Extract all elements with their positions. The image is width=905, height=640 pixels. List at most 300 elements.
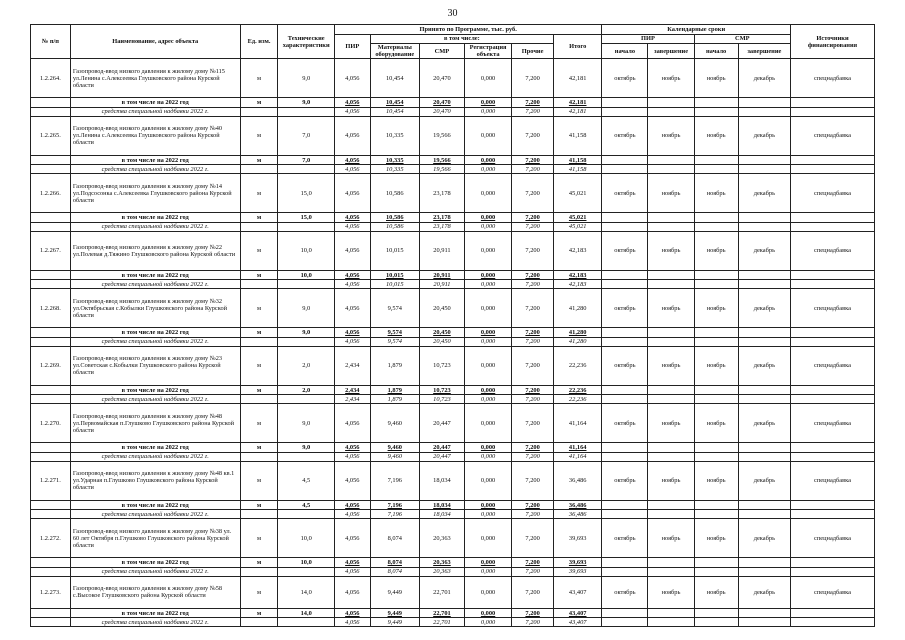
unit-cell: м bbox=[240, 328, 278, 338]
unit-cell: м bbox=[240, 404, 278, 443]
object-name: Газопровод-ввод низкого давления к жилому дому №48 кв.1 ул.Ударная п.Глушково Глушковского района Курской области bbox=[70, 461, 240, 500]
pir-cell: 4,056 bbox=[335, 404, 371, 443]
other-cell: 7,200 bbox=[512, 346, 554, 385]
empty-cell bbox=[791, 270, 875, 280]
empty-cell bbox=[602, 500, 648, 510]
materials-cell: 10,586 bbox=[370, 222, 419, 231]
smr-cell: 19,566 bbox=[419, 116, 464, 155]
source-cell: спецнадбавка bbox=[791, 231, 875, 270]
unit-cell: м bbox=[240, 576, 278, 608]
pir-start-cell: октябрь bbox=[602, 461, 648, 500]
source-cell: спецнадбавка bbox=[791, 519, 875, 558]
tech-cell: 10,0 bbox=[278, 519, 335, 558]
unit-cell: м bbox=[240, 443, 278, 453]
empty-cell bbox=[602, 618, 648, 627]
smr-cell: 20,470 bbox=[419, 107, 464, 116]
table-body bbox=[31, 59, 875, 627]
pir-start-cell: октябрь bbox=[602, 174, 648, 213]
pir-start-cell: октябрь bbox=[602, 346, 648, 385]
pir-cell: 4,056 bbox=[335, 289, 371, 328]
materials-cell: 10,015 bbox=[370, 270, 419, 280]
pir-end-cell: ноябрь bbox=[648, 174, 694, 213]
smr-cell: 20,911 bbox=[419, 270, 464, 280]
total-cell: 41,280 bbox=[554, 328, 602, 338]
empty-cell bbox=[602, 558, 648, 568]
empty-cell bbox=[694, 222, 738, 231]
total-cell: 43,407 bbox=[554, 618, 602, 627]
unit-cell: м bbox=[240, 155, 278, 165]
total-cell: 41,164 bbox=[554, 452, 602, 461]
empty-cell bbox=[791, 98, 875, 108]
empty-cell bbox=[738, 618, 790, 627]
empty-cell bbox=[602, 270, 648, 280]
table-row bbox=[31, 289, 875, 328]
table-row bbox=[31, 346, 875, 385]
fund-row bbox=[31, 395, 875, 404]
table-row bbox=[31, 461, 875, 500]
fund-label: средства специальной надбавки 2022 г. bbox=[70, 165, 240, 174]
subtotal-label: в том числе на 2022 год bbox=[70, 213, 240, 223]
other-cell: 7,200 bbox=[512, 107, 554, 116]
registration-cell: 0,000 bbox=[464, 510, 511, 519]
row-number: 1.2.267. bbox=[31, 231, 71, 270]
empty-cell bbox=[791, 337, 875, 346]
empty-cell bbox=[602, 443, 648, 453]
empty-cell bbox=[278, 280, 335, 289]
empty-cell bbox=[602, 222, 648, 231]
pir-cell: 2,434 bbox=[335, 346, 371, 385]
smr-cell: 20,447 bbox=[419, 443, 464, 453]
total-cell: 41,280 bbox=[554, 289, 602, 328]
smr-cell: 20,450 bbox=[419, 337, 464, 346]
smr-cell: 22,701 bbox=[419, 608, 464, 618]
smr-cell: 10,723 bbox=[419, 346, 464, 385]
empty-cell bbox=[648, 500, 694, 510]
total-cell: 22,236 bbox=[554, 385, 602, 395]
smr-end-cell: декабрь bbox=[738, 576, 790, 608]
empty-cell bbox=[694, 165, 738, 174]
empty-cell bbox=[602, 155, 648, 165]
fund-label: средства специальной надбавки 2022 г. bbox=[70, 395, 240, 404]
table-row bbox=[31, 116, 875, 155]
pir-end-cell: ноябрь bbox=[648, 404, 694, 443]
empty-cell bbox=[694, 443, 738, 453]
other-cell: 7,200 bbox=[512, 558, 554, 568]
table-row bbox=[31, 576, 875, 608]
registration-cell: 0,000 bbox=[464, 404, 511, 443]
tech-cell: 9,0 bbox=[278, 59, 335, 98]
empty-cell bbox=[738, 608, 790, 618]
object-name: Газопровод-ввод низкого давления к жилому дому №32 ул.Октябрьская с.Кобылки Глушковского района Курской области bbox=[70, 289, 240, 328]
pir-cell: 4,056 bbox=[335, 576, 371, 608]
empty-cell bbox=[602, 452, 648, 461]
other-cell: 7,200 bbox=[512, 443, 554, 453]
pir-start-cell: октябрь bbox=[602, 231, 648, 270]
subtotal-label: в том числе на 2022 год bbox=[70, 608, 240, 618]
empty-cell bbox=[278, 222, 335, 231]
other-cell: 7,200 bbox=[512, 510, 554, 519]
pir-cell: 4,056 bbox=[335, 107, 371, 116]
registration-cell: 0,000 bbox=[464, 567, 511, 576]
empty-cell bbox=[602, 395, 648, 404]
empty-cell bbox=[791, 213, 875, 223]
empty-cell bbox=[278, 165, 335, 174]
empty-cell bbox=[738, 155, 790, 165]
registration-cell: 0,000 bbox=[464, 116, 511, 155]
pir-start-cell: октябрь bbox=[602, 59, 648, 98]
empty-cell bbox=[694, 155, 738, 165]
total-cell: 45,021 bbox=[554, 213, 602, 223]
materials-cell: 10,335 bbox=[370, 165, 419, 174]
empty-cell bbox=[648, 558, 694, 568]
total-cell: 43,407 bbox=[554, 608, 602, 618]
registration-cell: 0,000 bbox=[464, 107, 511, 116]
other-cell: 7,200 bbox=[512, 328, 554, 338]
empty-cell bbox=[694, 558, 738, 568]
other-cell: 7,200 bbox=[512, 155, 554, 165]
smr-start-cell: ноябрь bbox=[694, 346, 738, 385]
empty-cell bbox=[648, 107, 694, 116]
registration-cell: 0,000 bbox=[464, 346, 511, 385]
pir-cell: 4,056 bbox=[335, 452, 371, 461]
empty-cell bbox=[694, 500, 738, 510]
empty-cell bbox=[738, 395, 790, 404]
empty-cell bbox=[791, 107, 875, 116]
registration-cell: 0,000 bbox=[464, 608, 511, 618]
header-num: № п/п bbox=[31, 25, 71, 59]
smr-cell: 20,447 bbox=[419, 404, 464, 443]
empty-cell bbox=[602, 213, 648, 223]
smr-cell: 23,178 bbox=[419, 213, 464, 223]
empty-cell bbox=[791, 222, 875, 231]
pir-cell: 4,056 bbox=[335, 174, 371, 213]
empty-cell bbox=[240, 165, 278, 174]
pir-cell: 4,056 bbox=[335, 510, 371, 519]
empty-cell bbox=[31, 500, 71, 510]
empty-cell bbox=[694, 395, 738, 404]
materials-cell: 9,449 bbox=[370, 618, 419, 627]
empty-cell bbox=[602, 107, 648, 116]
registration-cell: 0,000 bbox=[464, 618, 511, 627]
source-cell: спецнадбавка bbox=[791, 174, 875, 213]
empty-cell bbox=[240, 337, 278, 346]
smr-cell: 22,701 bbox=[419, 618, 464, 627]
empty-cell bbox=[791, 510, 875, 519]
registration-cell: 0,000 bbox=[464, 395, 511, 404]
unit-cell: м bbox=[240, 346, 278, 385]
smr-cell: 20,447 bbox=[419, 452, 464, 461]
empty-cell bbox=[648, 510, 694, 519]
total-cell: 36,486 bbox=[554, 500, 602, 510]
empty-cell bbox=[791, 328, 875, 338]
smr-cell: 23,178 bbox=[419, 222, 464, 231]
subtotal-label: в том числе на 2022 год bbox=[70, 385, 240, 395]
total-cell: 45,021 bbox=[554, 174, 602, 213]
source-cell: спецнадбавка bbox=[791, 346, 875, 385]
empty-cell bbox=[738, 337, 790, 346]
source-cell: спецнадбавка bbox=[791, 116, 875, 155]
fund-row bbox=[31, 510, 875, 519]
empty-cell bbox=[602, 165, 648, 174]
total-cell: 41,164 bbox=[554, 443, 602, 453]
smr-cell: 20,363 bbox=[419, 519, 464, 558]
materials-cell: 9,460 bbox=[370, 452, 419, 461]
total-cell: 42,181 bbox=[554, 107, 602, 116]
header-smr-end: завершение bbox=[738, 44, 790, 59]
unit-cell: м bbox=[240, 289, 278, 328]
empty-cell bbox=[694, 618, 738, 627]
header-cal-pir: ПИР bbox=[602, 35, 694, 44]
table-row bbox=[31, 59, 875, 98]
empty-cell bbox=[31, 443, 71, 453]
materials-cell: 10,015 bbox=[370, 280, 419, 289]
pir-start-cell: октябрь bbox=[602, 404, 648, 443]
total-cell: 42,181 bbox=[554, 98, 602, 108]
materials-cell: 9,574 bbox=[370, 328, 419, 338]
pir-cell: 4,056 bbox=[335, 280, 371, 289]
other-cell: 7,200 bbox=[512, 213, 554, 223]
header-source: Источники финансирования bbox=[791, 25, 875, 59]
fund-label: средства специальной надбавки 2022 г. bbox=[70, 618, 240, 627]
empty-cell bbox=[31, 155, 71, 165]
empty-cell bbox=[31, 328, 71, 338]
object-name: Газопровод-ввод низкого давления к жилому дому №58 с.Высокое Глушковского района Курской области bbox=[70, 576, 240, 608]
header-tech: Технические характеристики bbox=[278, 25, 335, 59]
row-number: 1.2.272. bbox=[31, 519, 71, 558]
registration-cell: 0,000 bbox=[464, 452, 511, 461]
empty-cell bbox=[278, 337, 335, 346]
fund-row bbox=[31, 567, 875, 576]
registration-cell: 0,000 bbox=[464, 558, 511, 568]
registration-cell: 0,000 bbox=[464, 213, 511, 223]
source-cell: спецнадбавка bbox=[791, 461, 875, 500]
pir-end-cell: ноябрь bbox=[648, 231, 694, 270]
empty-cell bbox=[648, 443, 694, 453]
smr-cell: 20,470 bbox=[419, 98, 464, 108]
empty-cell bbox=[278, 395, 335, 404]
materials-cell: 1,879 bbox=[370, 346, 419, 385]
subtotal-row bbox=[31, 558, 875, 568]
empty-cell bbox=[738, 385, 790, 395]
row-number: 1.2.266. bbox=[31, 174, 71, 213]
tech-cell: 9,0 bbox=[278, 328, 335, 338]
empty-cell bbox=[738, 328, 790, 338]
pir-cell: 4,056 bbox=[335, 461, 371, 500]
empty-cell bbox=[31, 222, 71, 231]
fund-label: средства специальной надбавки 2022 г. bbox=[70, 107, 240, 116]
table-row bbox=[31, 404, 875, 443]
pir-end-cell: ноябрь bbox=[648, 116, 694, 155]
empty-cell bbox=[648, 618, 694, 627]
tech-cell: 9,0 bbox=[278, 443, 335, 453]
pir-cell: 4,056 bbox=[335, 608, 371, 618]
empty-cell bbox=[240, 618, 278, 627]
registration-cell: 0,000 bbox=[464, 337, 511, 346]
empty-cell bbox=[791, 608, 875, 618]
empty-cell bbox=[602, 280, 648, 289]
unit-cell: м bbox=[240, 519, 278, 558]
pir-cell: 4,056 bbox=[335, 567, 371, 576]
smr-cell: 20,470 bbox=[419, 59, 464, 98]
materials-cell: 9,460 bbox=[370, 443, 419, 453]
smr-cell: 22,701 bbox=[419, 576, 464, 608]
empty-cell bbox=[694, 270, 738, 280]
fund-label: средства специальной надбавки 2022 г. bbox=[70, 452, 240, 461]
fund-label: средства специальной надбавки 2022 г. bbox=[70, 222, 240, 231]
empty-cell bbox=[648, 385, 694, 395]
pir-cell: 4,056 bbox=[335, 558, 371, 568]
pir-cell: 4,056 bbox=[335, 500, 371, 510]
subtotal-label: в том числе на 2022 год bbox=[70, 443, 240, 453]
empty-cell bbox=[31, 567, 71, 576]
pir-start-cell: октябрь bbox=[602, 116, 648, 155]
empty-cell bbox=[31, 618, 71, 627]
row-number: 1.2.270. bbox=[31, 404, 71, 443]
unit-cell: м bbox=[240, 59, 278, 98]
empty-cell bbox=[31, 395, 71, 404]
other-cell: 7,200 bbox=[512, 289, 554, 328]
registration-cell: 0,000 bbox=[464, 576, 511, 608]
total-cell: 39,693 bbox=[554, 558, 602, 568]
total-cell: 41,158 bbox=[554, 116, 602, 155]
unit-cell: м bbox=[240, 270, 278, 280]
subtotal-label: в том числе на 2022 год bbox=[70, 155, 240, 165]
total-cell: 22,236 bbox=[554, 395, 602, 404]
pir-cell: 4,056 bbox=[335, 98, 371, 108]
registration-cell: 0,000 bbox=[464, 155, 511, 165]
empty-cell bbox=[738, 558, 790, 568]
empty-cell bbox=[31, 385, 71, 395]
row-number: 1.2.264. bbox=[31, 59, 71, 98]
unit-cell: м bbox=[240, 98, 278, 108]
other-cell: 7,200 bbox=[512, 567, 554, 576]
subtotal-row bbox=[31, 213, 875, 223]
object-name: Газопровод-ввод низкого давления к жилому дому №115 ул.Ленина с.Алексеевка Глушковского района Курской области bbox=[70, 59, 240, 98]
empty-cell bbox=[694, 280, 738, 289]
header-cal-smr: СМР bbox=[694, 35, 790, 44]
empty-cell bbox=[602, 337, 648, 346]
smr-end-cell: декабрь bbox=[738, 346, 790, 385]
empty-cell bbox=[602, 98, 648, 108]
tech-cell: 4,5 bbox=[278, 461, 335, 500]
empty-cell bbox=[648, 165, 694, 174]
empty-cell bbox=[791, 395, 875, 404]
row-number: 1.2.269. bbox=[31, 346, 71, 385]
header-incl: в том числе: bbox=[370, 35, 553, 44]
fund-row bbox=[31, 165, 875, 174]
empty-cell bbox=[694, 107, 738, 116]
other-cell: 7,200 bbox=[512, 500, 554, 510]
header-unit: Ед. изм. bbox=[240, 25, 278, 59]
smr-end-cell: декабрь bbox=[738, 231, 790, 270]
other-cell: 7,200 bbox=[512, 231, 554, 270]
other-cell: 7,200 bbox=[512, 608, 554, 618]
materials-cell: 7,196 bbox=[370, 510, 419, 519]
smr-start-cell: ноябрь bbox=[694, 231, 738, 270]
subtotal-row bbox=[31, 328, 875, 338]
unit-cell: м bbox=[240, 558, 278, 568]
empty-cell bbox=[738, 443, 790, 453]
registration-cell: 0,000 bbox=[464, 280, 511, 289]
pir-end-cell: ноябрь bbox=[648, 576, 694, 608]
other-cell: 7,200 bbox=[512, 174, 554, 213]
header-total: Итого bbox=[554, 35, 602, 59]
empty-cell bbox=[694, 510, 738, 519]
empty-cell bbox=[648, 270, 694, 280]
registration-cell: 0,000 bbox=[464, 500, 511, 510]
tech-cell: 15,0 bbox=[278, 174, 335, 213]
fund-row bbox=[31, 452, 875, 461]
registration-cell: 0,000 bbox=[464, 385, 511, 395]
program-table bbox=[30, 24, 875, 627]
empty-cell bbox=[240, 510, 278, 519]
materials-cell: 10,586 bbox=[370, 213, 419, 223]
header-smr: СМР bbox=[419, 44, 464, 59]
registration-cell: 0,000 bbox=[464, 174, 511, 213]
pir-end-cell: ноябрь bbox=[648, 519, 694, 558]
empty-cell bbox=[648, 395, 694, 404]
smr-start-cell: ноябрь bbox=[694, 576, 738, 608]
tech-cell: 10,0 bbox=[278, 270, 335, 280]
object-name: Газопровод-ввод низкого давления к жилому дому №22 ул.Полевая д.Тяжино Глушковского района Курской области bbox=[70, 231, 240, 270]
table-row bbox=[31, 519, 875, 558]
subtotal-row bbox=[31, 443, 875, 453]
total-cell: 39,693 bbox=[554, 567, 602, 576]
empty-cell bbox=[694, 567, 738, 576]
smr-cell: 23,178 bbox=[419, 174, 464, 213]
total-cell: 41,280 bbox=[554, 337, 602, 346]
materials-cell: 9,574 bbox=[370, 289, 419, 328]
empty-cell bbox=[602, 328, 648, 338]
empty-cell bbox=[240, 395, 278, 404]
subtotal-label: в том числе на 2022 год bbox=[70, 500, 240, 510]
materials-cell: 10,454 bbox=[370, 107, 419, 116]
empty-cell bbox=[31, 270, 71, 280]
empty-cell bbox=[791, 155, 875, 165]
empty-cell bbox=[31, 213, 71, 223]
tech-cell: 2,0 bbox=[278, 346, 335, 385]
unit-cell: м bbox=[240, 213, 278, 223]
empty-cell bbox=[648, 222, 694, 231]
empty-cell bbox=[31, 280, 71, 289]
total-cell: 42,181 bbox=[554, 59, 602, 98]
empty-cell bbox=[278, 510, 335, 519]
unit-cell: м bbox=[240, 608, 278, 618]
smr-end-cell: декабрь bbox=[738, 404, 790, 443]
empty-cell bbox=[738, 270, 790, 280]
empty-cell bbox=[694, 98, 738, 108]
smr-cell: 18,034 bbox=[419, 461, 464, 500]
subtotal-row bbox=[31, 608, 875, 618]
other-cell: 7,200 bbox=[512, 270, 554, 280]
pir-cell: 4,056 bbox=[335, 59, 371, 98]
materials-cell: 10,454 bbox=[370, 98, 419, 108]
empty-cell bbox=[791, 452, 875, 461]
fund-label: средства специальной надбавки 2022 г. bbox=[70, 280, 240, 289]
empty-cell bbox=[738, 500, 790, 510]
fund-row bbox=[31, 222, 875, 231]
materials-cell: 9,449 bbox=[370, 608, 419, 618]
pir-start-cell: октябрь bbox=[602, 519, 648, 558]
subtotal-label: в том числе на 2022 год bbox=[70, 98, 240, 108]
total-cell: 41,158 bbox=[554, 155, 602, 165]
empty-cell bbox=[602, 567, 648, 576]
pir-cell: 4,056 bbox=[335, 213, 371, 223]
empty-cell bbox=[791, 558, 875, 568]
empty-cell bbox=[648, 280, 694, 289]
registration-cell: 0,000 bbox=[464, 289, 511, 328]
other-cell: 7,200 bbox=[512, 618, 554, 627]
